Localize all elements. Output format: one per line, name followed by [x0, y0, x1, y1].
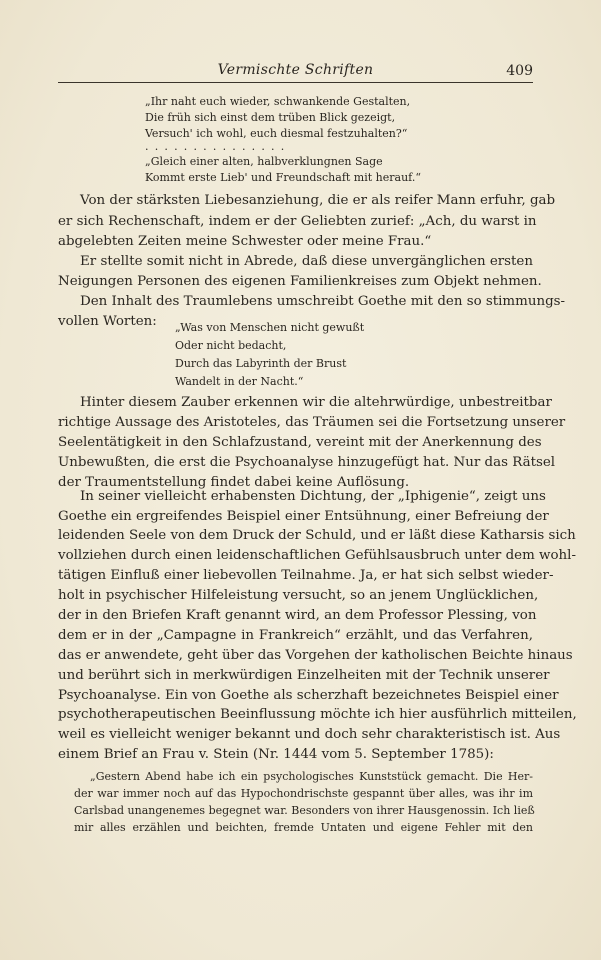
quote-line: „Gestern Abend habe ich ein psychologisches Kunststück gemacht. Die Her-: [90, 770, 533, 783]
text-line: leidenden Seele von dem Druck der Schuld, und er läßt diese Katharsis sich: [58, 528, 576, 543]
quote-line: mir alles erzählen und beichten, fremde Untaten und eigene Fehler mit den: [74, 821, 533, 834]
text-line: Den Inhalt des Traumlebens umschreibt Goethe mit den so stimmungs-: [80, 294, 566, 309]
text-line: Hinter diesem Zauber erkennen wir die altehrwürdige, unbestreitbar: [80, 395, 552, 410]
running-title: Vermischte Schriften: [217, 62, 374, 78]
text-line: Psychoanalyse. Ein von Goethe als scherzhaft bezeichnetes Beispiel einer: [58, 688, 559, 703]
text-line: der in den Briefen Kraft genannt wird, an dem Professor Plessing, von: [58, 608, 537, 623]
text-line: Er stellte somit nicht in Abrede, daß diese unvergänglichen ersten: [80, 254, 533, 269]
text-line: und berührt sich in merkwürdigen Einzelheiten mit der Technik unserer: [58, 668, 550, 683]
text-line: Goethe ein ergreifendes Beispiel einer Entsühnung, einer Befreiung der: [58, 509, 549, 524]
text-line: In seiner vielleicht erhabensten Dichtung, der „Iphigenie“, zeigt uns: [80, 489, 546, 504]
text-line: dem er in der „Campagne in Frankreich“ erzählt, und das Verfahren,: [58, 628, 533, 643]
text-line: weil es vielleicht weniger bekannt und doch sehr charakteristisch ist. Aus: [58, 727, 561, 742]
verse-line: „Gleich einer alten, halbverklungnen Sage: [145, 155, 383, 168]
text-line: holt in psychischer Hilfeleistung versucht, so an jenem Unglücklichen,: [58, 588, 539, 603]
verse-line: Durch das Labyrinth der Brust: [175, 357, 347, 370]
text-line: tätigen Einfluß einer liebevollen Teilnahme. Ja, er hat sich selbst wieder-: [58, 568, 554, 583]
text-line: Seelentätigkeit in den Schlafzustand, vereint mit der Anerkennung des: [58, 435, 542, 450]
text-line: richtige Aussage des Aristoteles, das Träumen sei die Fortsetzung unserer: [58, 415, 566, 430]
quote-line: der war immer noch auf das Hypochondrischste gespannt über alles, was ihr im: [74, 787, 533, 800]
verse-line: Oder nicht bedacht,: [175, 339, 287, 352]
text-line: psychotherapeutischen Beeinflussung möchte ich hier ausführlich mitteilen,: [58, 707, 577, 722]
verse-line: „Ihr naht euch wieder, schwankende Gestalten,: [145, 95, 411, 108]
verse-line: Versuch' ich wohl, euch diesmal festzuhalten?“: [145, 127, 408, 140]
ellipsis-line: ...............: [145, 140, 291, 153]
text-line: er sich Rechenschaft, indem er der Geliebten zurief: „Ach, du warst in: [58, 214, 537, 229]
text-line: Neigungen Personen des eigenen Familienkreises zum Objekt nehmen.: [58, 274, 542, 289]
text-line: der Traumentstellung findet dabei keine Auflösung.: [58, 475, 410, 490]
verse-line: „Was von Menschen nicht gewußt: [175, 321, 365, 334]
verse-line: Die früh sich einst dem trüben Blick gezeigt,: [145, 111, 396, 124]
verse-line: Wandelt in der Nacht.“: [175, 375, 304, 388]
text-line: das er anwendete, geht über das Vorgehen der katholischen Beichte hinaus: [58, 648, 573, 663]
text-line: Von der stärksten Liebesanziehung, die er als reifer Mann erfuhr, gab: [80, 193, 556, 208]
text-line: Unbewußten, die erst die Psychoanalyse hinzugefügt hat. Nur das Rätsel: [58, 455, 556, 470]
text-line: einem Brief an Frau v. Stein (Nr. 1444 vom 5. September 1785):: [58, 747, 494, 762]
page-header: [58, 62, 533, 83]
text-line: vollziehen durch einen leidenschaftlichen Gefühlsausbruch unter dem wohl-: [58, 548, 576, 563]
quote-line: Carlsbad unangenemes begegnet war. Besonders von ihrer Hausgenossin. Ich ließ: [74, 804, 535, 817]
text-line: abgelebten Zeiten meine Schwester oder meine Frau.“: [58, 234, 432, 249]
text-line: vollen Worten:: [58, 314, 157, 329]
page-number: 409: [506, 63, 533, 79]
verse-line: Kommt erste Lieb' und Freundschaft mit herauf.“: [145, 171, 421, 184]
